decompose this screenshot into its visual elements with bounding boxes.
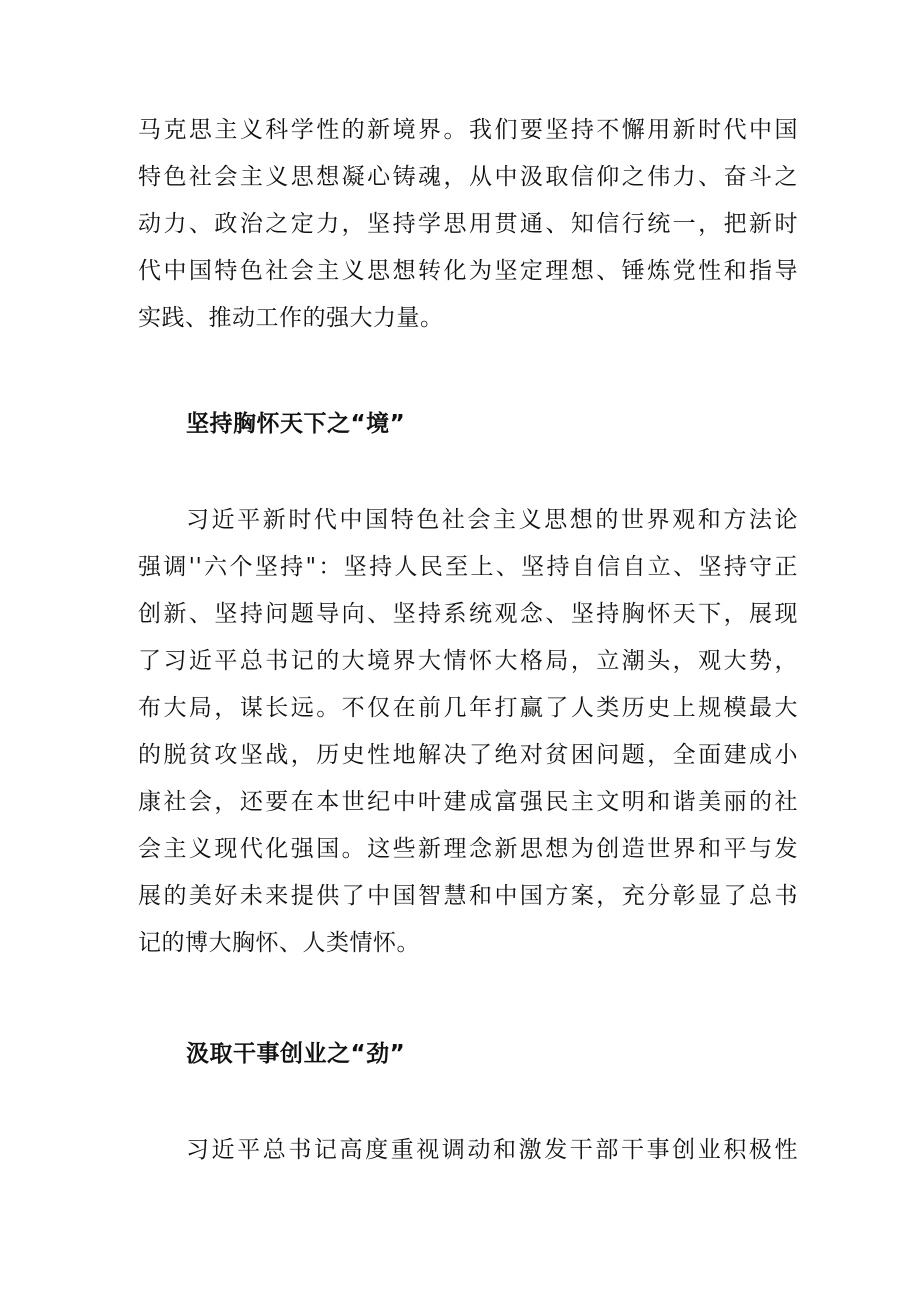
paragraph-line: 创新、坚持问题导向、坚持系统观念、坚持胸怀天下，展现 <box>138 601 798 627</box>
paragraph-line: 代中国特色社会主义思想转化为坚定理想、锤炼党性和指导 <box>138 258 798 284</box>
paragraph-line: 会主义现代化强国。这些新理念新思想为创造世界和平与发 <box>138 836 798 862</box>
paragraph-line: 的脱贫攻坚战，历史性地解决了绝对贫困问题，全面建成小 <box>138 742 798 768</box>
paragraph-line: 康社会，还要在本世纪中叶建成富强民主文明和谐美丽的社 <box>138 789 798 815</box>
paragraph-line: 强调''六个坚持"：坚持人民至上、坚持自信自立、坚持守正 <box>138 554 798 580</box>
paragraph-line: 实践、推动工作的强大力量。 <box>138 305 444 331</box>
paragraph-line: 记的博大胸怀、人类情怀。 <box>138 930 420 956</box>
section-heading: 坚持胸怀天下之“境” <box>186 411 406 437</box>
paragraph-line: 动力、政治之定力，坚持学思用贯通、知信行统一，把新时 <box>138 211 798 237</box>
paragraph-line: 习近平新时代中国特色社会主义思想的世界观和方法论 <box>186 507 798 533</box>
paragraph-line: 了习近平总书记的大境界大情怀大格局，立潮头，观大势， <box>138 648 798 674</box>
section-heading: 汲取干事创业之“劲” <box>186 1041 406 1067</box>
paragraph-line: 马克思主义科学性的新境界。我们要坚持不懈用新时代中国 <box>138 117 798 143</box>
paragraph-line: 特色社会主义思想凝心铸魂，从中汲取信仰之伟力、奋斗之 <box>138 164 798 190</box>
paragraph-line: 习近平总书记高度重视调动和激发干部干事创业积极性 <box>186 1137 798 1163</box>
paragraph-line: 布大局，谋长远。不仅在前几年打赢了人类历史上规模最大 <box>138 695 798 721</box>
paragraph-line: 展的美好未来提供了中国智慧和中国方案，充分彰显了总书 <box>138 883 798 909</box>
